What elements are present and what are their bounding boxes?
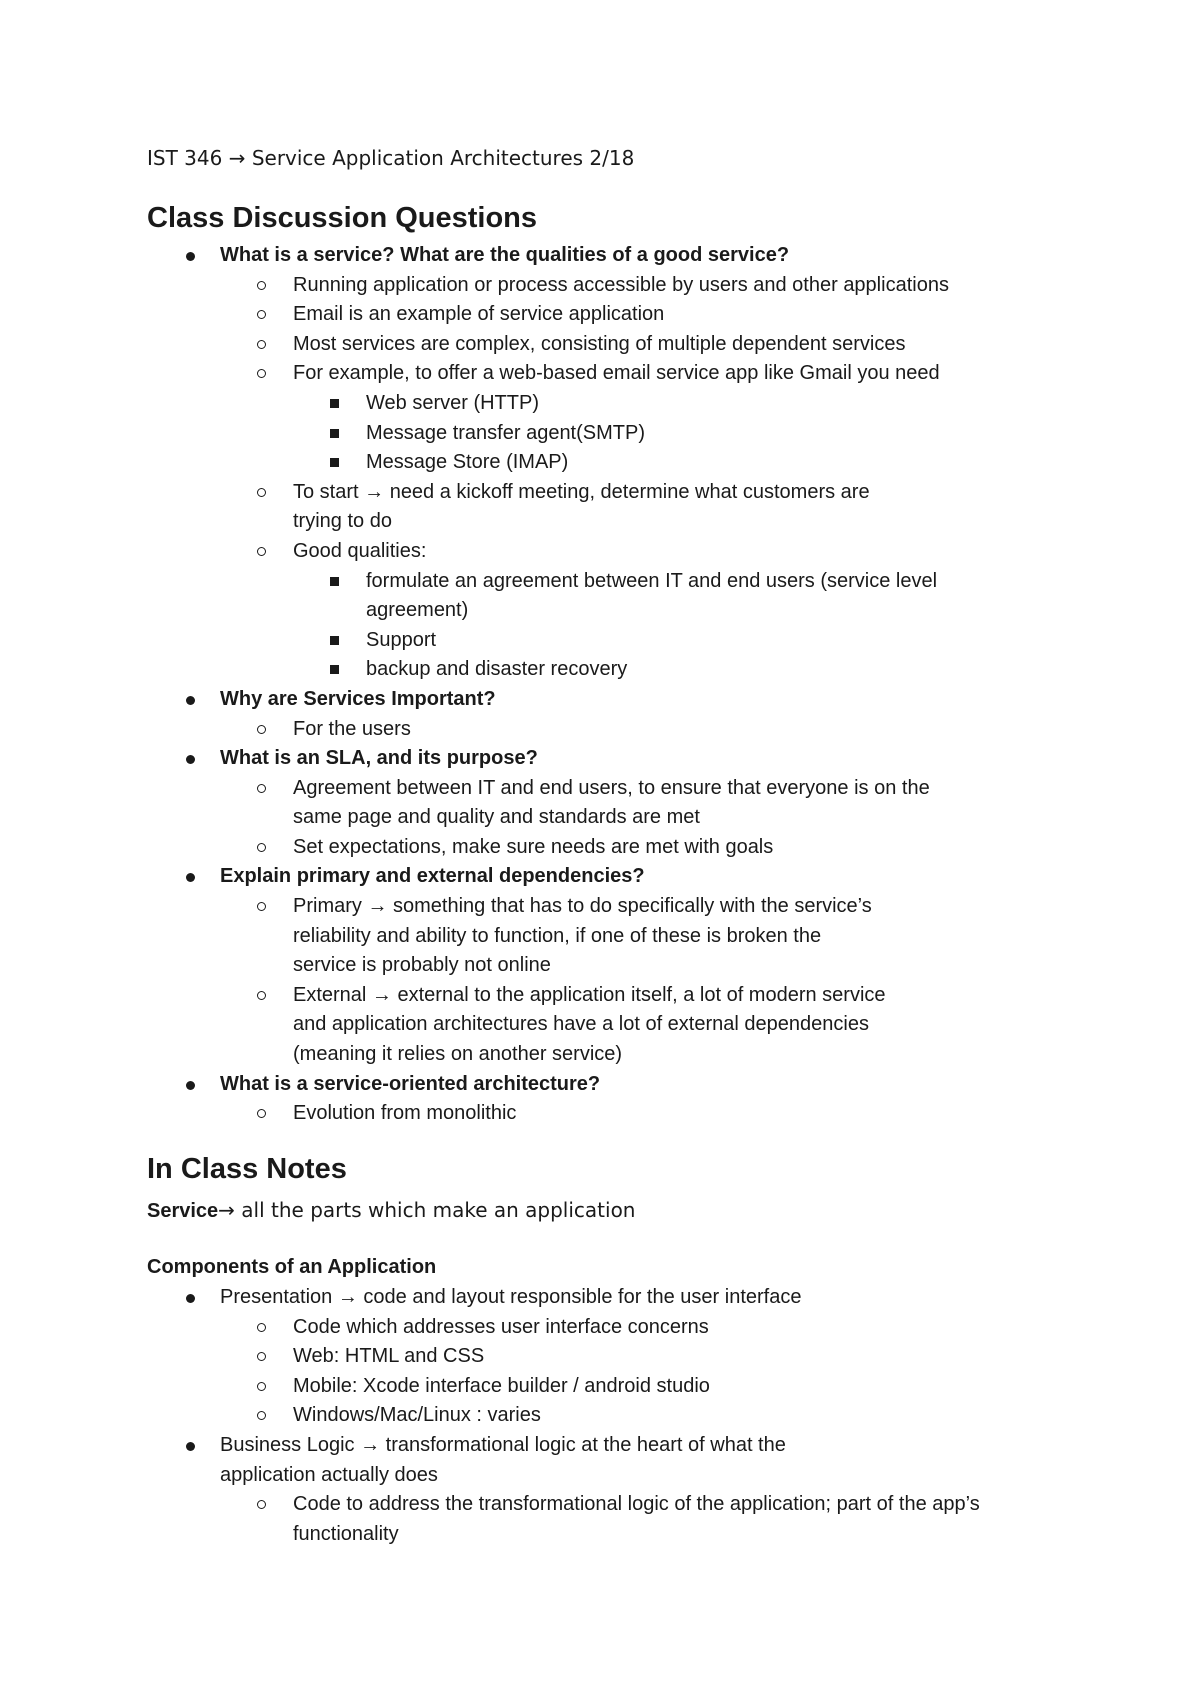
component-detail-item: Windows/Mac/Linux : varies (147, 1401, 1087, 1431)
answer-item: Running application or process accessible by users and other applications (147, 271, 1087, 301)
bullet-circle-icon (257, 1323, 266, 1332)
sub-answer-item: backup and disaster recovery (147, 655, 1087, 685)
service-term: Service (147, 1200, 219, 1222)
service-definition-text: → all the parts which make an application (218, 1198, 636, 1222)
question-item: What is a service? What are the qualities of a good service? (147, 241, 1087, 271)
bullet-disc-icon (186, 1081, 195, 1090)
service-definition (147, 1198, 636, 1223)
component-detail-item: Web: HTML and CSS (147, 1342, 1087, 1372)
answer-item: Good qualities: (147, 537, 1087, 567)
component-detail-item: Code to address the transformational logic of the application; part of the app’s functionality (147, 1490, 1087, 1549)
sub-answer-item: Message Store (IMAP) (147, 448, 1087, 478)
bullet-square-icon (330, 577, 339, 586)
question-item: Why are Services Important? (147, 685, 1087, 715)
sub-answer-item: Support (147, 626, 1087, 656)
component-detail-item: Code which addresses user interface concerns (147, 1313, 1087, 1343)
bullet-circle-icon (257, 1109, 266, 1118)
answer-item: Email is an example of service application (147, 300, 1087, 330)
question-item: What is an SLA, and its purpose? (147, 744, 1087, 774)
bullet-circle-icon (257, 784, 266, 793)
bullet-circle-icon (257, 310, 266, 319)
bullet-square-icon (330, 636, 339, 645)
answer-item: Set expectations, make sure needs are met with goals (147, 833, 1087, 863)
bullet-disc-icon (186, 755, 195, 764)
bullet-circle-icon (257, 843, 266, 852)
bullet-square-icon (330, 399, 339, 408)
components-heading: Components of an Application (147, 1256, 437, 1278)
bullet-circle-icon (257, 547, 266, 556)
heading-class-discussion: Class Discussion Questions (147, 202, 538, 234)
bullet-disc-icon (186, 1442, 195, 1451)
question-item: What is a service-oriented architecture? (147, 1070, 1087, 1100)
bullet-circle-icon (257, 1500, 266, 1509)
component-item: Business Logic → transformational logic at the heart of what the application actually does (147, 1431, 1087, 1490)
bullet-circle-icon (257, 902, 266, 911)
component-item: Presentation → code and layout responsible for the user interface (147, 1283, 1087, 1313)
bullet-disc-icon (186, 1294, 195, 1303)
bullet-circle-icon (257, 369, 266, 378)
bullet-square-icon (330, 429, 339, 438)
discussion-question-list (147, 241, 1087, 1129)
answer-item: Agreement between IT and end users, to ensure that everyone is on the same page and quality and standards are met (147, 774, 1087, 833)
bullet-disc-icon (186, 873, 195, 882)
question-item: Explain primary and external dependencies? (147, 862, 1087, 892)
sub-answer-item: Web server (HTTP) (147, 389, 1087, 419)
bullet-circle-icon (257, 1411, 266, 1420)
answer-item: Primary → something that has to do specifically with the service’s reliability and ability to function, if one of these is broken the service is probably not online (147, 892, 1087, 981)
bullet-square-icon (330, 458, 339, 467)
answer-item: For the users (147, 715, 1087, 745)
answer-item: Evolution from monolithic (147, 1099, 1087, 1129)
bullet-square-icon (330, 665, 339, 674)
answer-item: For example, to offer a web-based email service app like Gmail you need (147, 359, 1087, 389)
bullet-disc-icon (186, 696, 195, 705)
components-list (147, 1283, 1087, 1549)
bullet-circle-icon (257, 1352, 266, 1361)
bullet-circle-icon (257, 281, 266, 290)
sub-answer-item: formulate an agreement between IT and end users (service level agreement) (147, 567, 1087, 626)
bullet-disc-icon (186, 252, 195, 261)
bullet-circle-icon (257, 725, 266, 734)
bullet-circle-icon (257, 488, 266, 497)
bullet-circle-icon (257, 991, 266, 1000)
answer-item: To start → need a kickoff meeting, determine what customers are trying to do (147, 478, 1087, 537)
bullet-circle-icon (257, 340, 266, 349)
heading-in-class-notes: In Class Notes (147, 1153, 347, 1185)
bullet-circle-icon (257, 1382, 266, 1391)
component-detail-item: Mobile: Xcode interface builder / android studio (147, 1372, 1087, 1402)
answer-item: Most services are complex, consisting of multiple dependent services (147, 330, 1087, 360)
sub-answer-item: Message transfer agent(SMTP) (147, 419, 1087, 449)
answer-item: External → external to the application itself, a lot of modern service and application architectures have a lot of external dependencies (meaning it relies on another service) (147, 981, 1087, 1070)
document-title: IST 346 → Service Application Architectures 2/18 (147, 146, 635, 170)
